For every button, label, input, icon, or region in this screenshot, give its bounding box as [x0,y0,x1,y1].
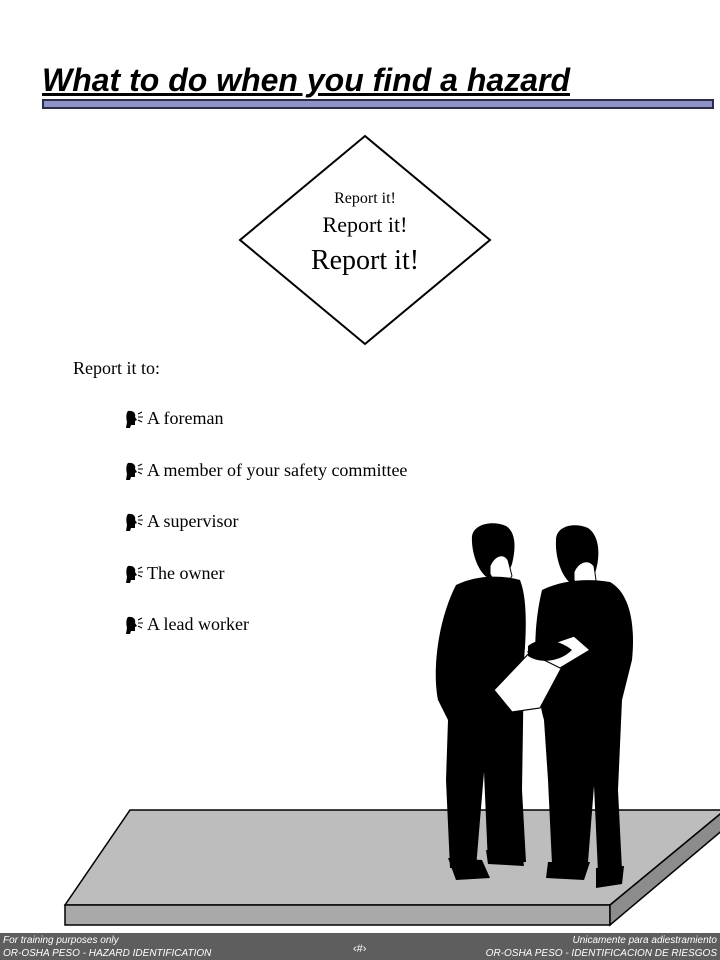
report-to-heading: Report it to: [73,358,160,378]
list-item-label: The owner [147,562,225,583]
report-it-medium: Report it! [322,212,408,237]
footer-left-line2: OR-OSHA PESO - HAZARD IDENTIFICATION [3,948,212,959]
footer-bar [0,933,720,960]
footer-right-line1: Unicamente para adiestramiento [572,935,717,946]
list-item-label: A member of your safety committee [147,459,408,480]
list-item-label: A supervisor [147,511,239,531]
list-item-label: A foreman [147,408,224,428]
list-item-label: A lead worker [147,614,249,634]
slide-title: What to do when you find a hazard [42,62,570,98]
footer-right-line2: OR-OSHA PESO - IDENTIFICACION DE RIESGOS [485,948,717,959]
footer-left-line1: For training purposes only [3,935,119,946]
page-number: ‹#› [353,943,367,955]
report-it-small: Report it! [334,190,396,207]
report-it-large: Report it! [310,245,420,276]
